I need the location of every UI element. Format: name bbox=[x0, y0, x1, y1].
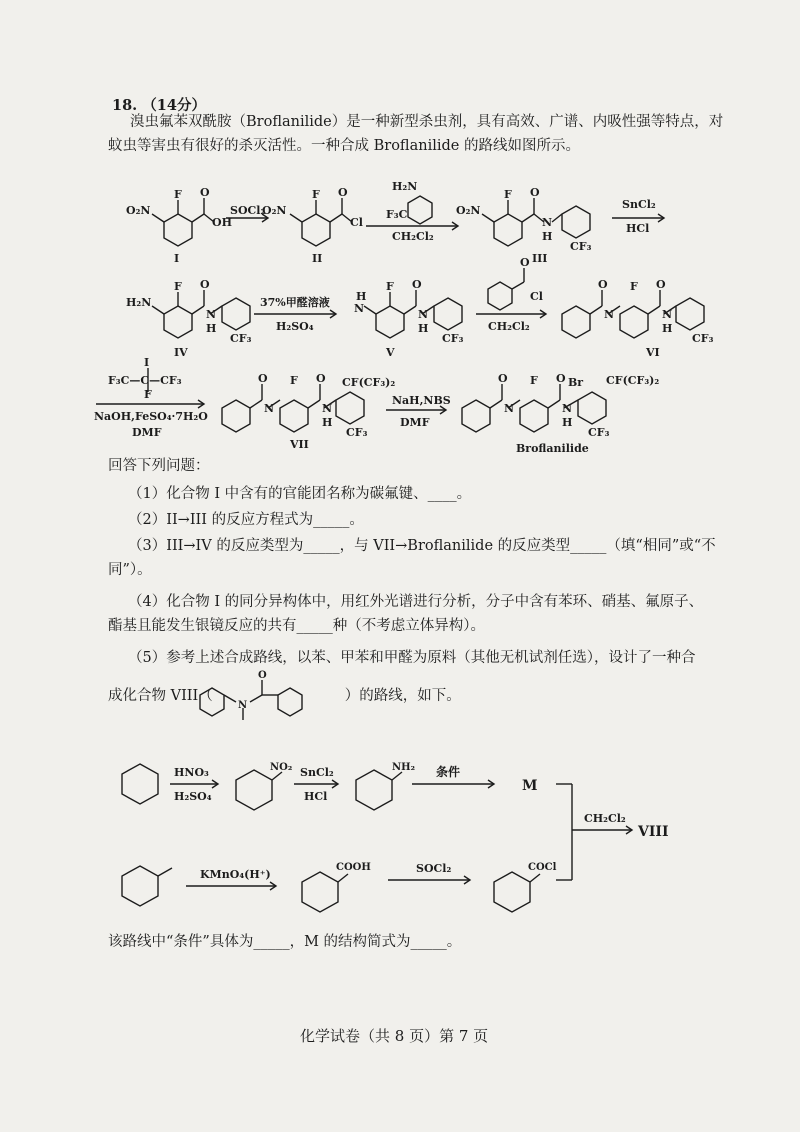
atom-label: O₂N bbox=[456, 204, 481, 217]
atom-label: CF(CF₃)₂ bbox=[342, 376, 396, 389]
atom-label: F bbox=[174, 280, 182, 293]
atom-label: CF₃ bbox=[442, 332, 464, 345]
ring-aniline bbox=[356, 770, 392, 810]
route-reagent-kmno4: KMnO₄(H⁺) bbox=[200, 868, 271, 881]
atom-label: O bbox=[598, 278, 608, 291]
reagent-sncl2: SnCl₂ bbox=[622, 198, 656, 211]
atom-label: O bbox=[200, 278, 210, 291]
substituent-cooh: COOH bbox=[336, 862, 371, 873]
atom-label: O bbox=[200, 186, 210, 199]
atom-label: O bbox=[656, 278, 666, 291]
atom-label: N bbox=[604, 308, 615, 321]
ring-benzene bbox=[122, 764, 158, 804]
atom-label: N bbox=[662, 308, 673, 321]
compound-label-i: I bbox=[174, 252, 180, 265]
atom-label: CF₃ bbox=[588, 426, 610, 439]
atom-label: O bbox=[258, 670, 267, 681]
ring-benzoyl-chloride bbox=[494, 872, 530, 912]
atom-label: O bbox=[258, 372, 268, 385]
atom-label: O bbox=[520, 256, 530, 269]
compound-label-iv: IV bbox=[174, 346, 188, 359]
atom-label: O bbox=[412, 278, 422, 291]
route-reagent-socl2: SOCl₂ bbox=[416, 862, 452, 875]
ring-nitrobenzene bbox=[236, 770, 272, 810]
atom-label: CF₃ bbox=[692, 332, 714, 345]
reagent-ch2cl2-2: CH₂Cl₂ bbox=[488, 320, 530, 333]
ring-compound-2 bbox=[302, 214, 330, 246]
ring-toluene bbox=[122, 866, 158, 906]
subquestion-3-continued: 同”）。 bbox=[108, 562, 152, 578]
route-reagent-ch2cl2: CH₂Cl₂ bbox=[584, 812, 626, 825]
atom-label: CF(CF₃)₂ bbox=[606, 374, 660, 387]
reagent-naoh-feso4: NaOH,FeSO₄·7H₂O bbox=[94, 410, 208, 423]
atom-label: H bbox=[562, 416, 573, 429]
answer-prompt: 回答下列问题： bbox=[108, 458, 210, 474]
atom-label: N bbox=[418, 308, 429, 321]
route-reagent-hcl: HCl bbox=[304, 790, 328, 803]
atom-label: CF₃ bbox=[570, 240, 592, 253]
route-reagent-sncl2: SnCl₂ bbox=[300, 766, 334, 779]
atom-label: Cl bbox=[350, 216, 363, 229]
subquestion-4: （4）化合物 I 的同分异构体中，用红外光谱进行分析，分子中含有苯环、硝基、氟原子、 bbox=[128, 594, 704, 610]
compound-label-v: V bbox=[386, 346, 395, 359]
atom-label: O₂N bbox=[126, 204, 151, 217]
atom-label: N bbox=[542, 216, 553, 229]
intermediate-m: M bbox=[522, 778, 538, 794]
atom-label: F bbox=[312, 188, 320, 201]
atom-label: Cl bbox=[530, 290, 543, 303]
reagent-aniline-nh2: H₂N bbox=[392, 180, 418, 193]
subquestion-4-continued: 酯基且能发生银镜反应的共有_____种（不考虑立体异构）。 bbox=[108, 618, 485, 634]
atom-label: F bbox=[386, 280, 394, 293]
atom-label: O bbox=[338, 186, 348, 199]
atom-label: F bbox=[174, 188, 182, 201]
reagent-nah-nbs: NaH,NBS bbox=[392, 394, 451, 407]
subquestion-5: （5）参考上述合成路线，以苯、甲苯和甲醛为原料（其他无机试剂任选），设计了一种合 bbox=[128, 650, 696, 666]
reagent-formaldehyde: 37%甲醛溶液 bbox=[260, 296, 330, 309]
atom-label: N bbox=[504, 402, 515, 415]
atom-label: N bbox=[322, 402, 333, 415]
ring-broflanilide bbox=[520, 400, 548, 432]
route-reagent-hno3: HNO₃ bbox=[174, 766, 209, 779]
substituent-cocl: COCl bbox=[528, 862, 557, 873]
atom-label: N bbox=[264, 402, 275, 415]
subquestion-3: （3）III→IV 的反应类型为_____，与 VII→Broflanilide 的反应类型_____（填“相同”或“不 bbox=[128, 538, 716, 554]
subquestion-1: （1）化合物 I 中含有的官能团名称为碳氟键、____。 bbox=[128, 486, 472, 502]
product-viii: VIII bbox=[638, 824, 669, 840]
ring-compound-6 bbox=[620, 306, 648, 338]
atom-label: O₂N bbox=[262, 204, 287, 217]
substituent-no2: NO₂ bbox=[270, 762, 293, 773]
reagent-fluoro: F bbox=[144, 388, 152, 401]
reagent-dmf-2: DMF bbox=[400, 416, 430, 429]
reagent-iodide: I bbox=[144, 356, 150, 369]
atom-label: H bbox=[322, 416, 333, 429]
reagent-socl2: SOCl₂ bbox=[230, 204, 266, 217]
ring-compound-4 bbox=[164, 306, 192, 338]
atom-label: F bbox=[530, 374, 538, 387]
compound-label-vii: VII bbox=[290, 438, 309, 451]
atom-label: O bbox=[316, 372, 326, 385]
atom-label: OH bbox=[212, 216, 232, 229]
question-number: 18. （14分） bbox=[112, 97, 206, 114]
atom-label: H bbox=[356, 290, 367, 303]
reagent-aniline-cf3: F₃C bbox=[386, 208, 408, 221]
question-intro-line-1: 溴虫氟苯双酰胺（Broflanilide）是一种新型杀虫剂，具有高效、广谱、内吸性强等特点，对 bbox=[130, 114, 724, 130]
ring-compound-3 bbox=[494, 214, 522, 246]
ring-compound-5 bbox=[376, 306, 404, 338]
subquestion-2: （2）II→III 的反应方程式为_____。 bbox=[128, 512, 364, 528]
page-footer: 化学试卷（共 8 页）第 7 页 bbox=[300, 1027, 489, 1045]
ring-compound-7 bbox=[280, 400, 308, 432]
reagent-hcl: HCl bbox=[626, 222, 650, 235]
ring-compound-1 bbox=[164, 214, 192, 246]
atom-label: H bbox=[662, 322, 673, 335]
subquestion-5-continued bbox=[108, 686, 461, 706]
question-intro-line-2: 蚊虫等害虫有很好的杀灭活性。一种合成 Broflanilide 的路线如图所示。 bbox=[108, 138, 580, 154]
atom-label: CF₃ bbox=[230, 332, 252, 345]
subquestion-5-pre: 成化合物 VIII（ bbox=[108, 688, 213, 704]
reagent-heptafluoro: F₃C—C—CF₃ bbox=[108, 374, 182, 387]
subquestion-5-final: 该路线中“条件”具体为_____，M 的结构简式为_____。 bbox=[108, 934, 462, 950]
atom-label: O bbox=[530, 186, 540, 199]
atom-label: CF₃ bbox=[346, 426, 368, 439]
reagent-dmf: DMF bbox=[132, 426, 162, 439]
atom-label: H bbox=[418, 322, 429, 335]
atom-label: N bbox=[354, 302, 365, 315]
compound-label-iii: III bbox=[532, 252, 548, 265]
atom-label: O bbox=[498, 372, 508, 385]
atom-label: H bbox=[206, 322, 217, 335]
atom-label: F bbox=[504, 188, 512, 201]
atom-label: H₂N bbox=[126, 296, 152, 309]
atom-label: O bbox=[556, 372, 566, 385]
atom-label: N bbox=[206, 308, 217, 321]
atom-label: F bbox=[290, 374, 298, 387]
compound-label-ii: II bbox=[312, 252, 323, 265]
reagent-ch2cl2: CH₂Cl₂ bbox=[392, 230, 434, 243]
compound-label-vi: VI bbox=[646, 346, 660, 359]
atom-label: H bbox=[542, 230, 553, 243]
reagent-h2so4: H₂SO₄ bbox=[276, 320, 314, 333]
atom-label: N bbox=[238, 700, 248, 711]
atom-label: N bbox=[562, 402, 573, 415]
subquestion-5-post: ）的路线，如下。 bbox=[344, 688, 461, 704]
ring-benzoic-acid bbox=[302, 872, 338, 912]
atom-label: Br bbox=[568, 376, 584, 389]
atom-label: F bbox=[630, 280, 638, 293]
route-condition-blank: 条件 bbox=[436, 765, 461, 779]
route-reagent-h2so4: H₂SO₄ bbox=[174, 790, 212, 803]
substituent-nh2: NH₂ bbox=[392, 762, 415, 773]
compound-label-broflanilide: Broflanilide bbox=[516, 442, 589, 455]
